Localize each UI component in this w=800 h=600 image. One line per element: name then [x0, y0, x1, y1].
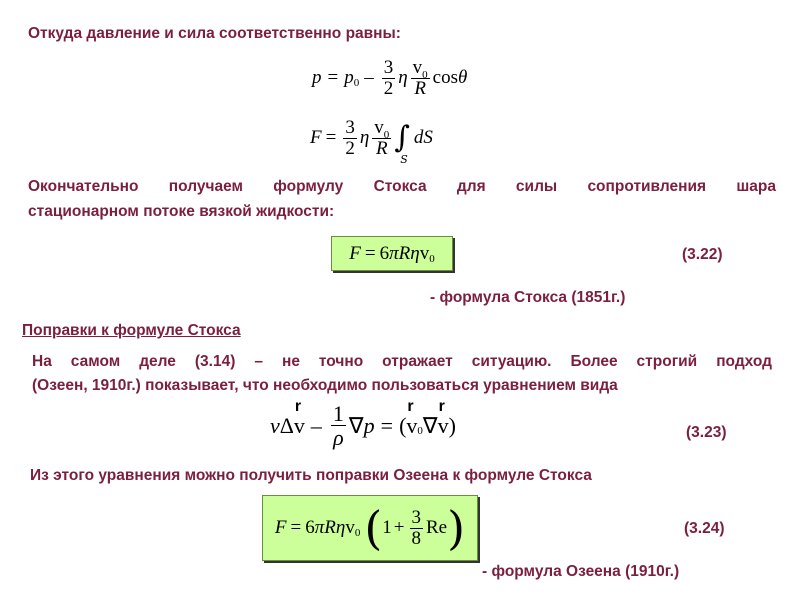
- reynolds-number: Re: [426, 517, 448, 538]
- section-heading: Поправки к формуле Стокса: [22, 322, 241, 339]
- fraction-v0-over-r: [411, 58, 430, 99]
- fraction-v0-over-r: [372, 118, 391, 159]
- right-paren: ): [448, 412, 456, 438]
- fraction-numerator: [411, 58, 430, 79]
- stokes-text-line1: Окончательно получаем формулу Стокса для силы сопротивления шара: [28, 178, 776, 195]
- integral-limit: S: [400, 153, 408, 167]
- left-paren: (: [364, 501, 383, 555]
- r-symbol: R: [375, 137, 388, 159]
- stokes-caption: - формула Стокса (1851г.): [430, 289, 626, 306]
- integral-sign: ∫ S: [394, 120, 410, 167]
- pi-symbol: π: [314, 517, 325, 538]
- fraction-one-over-rho: [331, 402, 346, 449]
- right-paren: ): [447, 501, 466, 555]
- f-symbol: F: [310, 127, 322, 149]
- pressure-equation: [312, 58, 467, 99]
- v0-subscript: 0: [417, 424, 423, 437]
- r-symbol: R: [324, 517, 336, 538]
- correction-text-line1: На самом деле (3.14) – не точно отражает ситуацию. Более строгий подход: [32, 353, 772, 370]
- fraction-three-halves: [343, 118, 357, 159]
- r-symbol: R: [414, 77, 426, 99]
- plus-sign: +: [393, 517, 405, 538]
- v0-vector: r v: [406, 413, 417, 439]
- fraction-numerator: 3: [411, 506, 421, 528]
- v-vector: r v: [438, 413, 449, 439]
- fraction-numerator: 1: [332, 401, 344, 426]
- eta-symbol: η: [335, 517, 346, 538]
- coefficient-six: 6: [379, 242, 390, 264]
- equals-sign: =: [325, 127, 337, 149]
- correction-text-line2: (Озеен, 1910г.) показывает, что необходимо пользоваться уравнением вида: [32, 377, 618, 394]
- oseen-text: Из этого уравнения можно получить поправки Озеена к формуле Стокса: [30, 467, 592, 484]
- fraction-three-eighths: [410, 508, 424, 549]
- v-subscript: 0: [383, 129, 390, 141]
- laplacian-symbol: Δ: [279, 412, 294, 438]
- fraction-numerator: 3: [345, 117, 355, 138]
- equals-sign: =: [290, 517, 302, 538]
- oseen-differential-equation: [270, 402, 456, 449]
- minus-sign: –: [364, 67, 374, 89]
- intro-text: Откуда давление и сила соответственно равны:: [28, 25, 401, 42]
- v-subscript: 0: [422, 69, 428, 81]
- cos-function: cos: [432, 67, 458, 89]
- v-subscript: 0: [429, 252, 435, 265]
- stokes-text-line2: стационарном потоке вязкой жидкости:: [28, 203, 335, 220]
- pi-symbol: π: [389, 242, 399, 264]
- rho-symbol: ρ: [333, 425, 344, 451]
- p-symbol: p: [363, 412, 375, 438]
- equation-number-3-24: (3.24): [684, 520, 725, 537]
- equals-sign: =: [380, 412, 394, 438]
- eta-symbol: η: [359, 127, 370, 149]
- r-symbol: R: [398, 242, 411, 264]
- equation-number-3-23: (3.23): [686, 424, 727, 441]
- p-symbol: p: [312, 67, 322, 89]
- nu-symbol: ν: [270, 412, 280, 438]
- equals-sign: =: [327, 67, 339, 89]
- coefficient-six: 6: [305, 517, 315, 538]
- eta-symbol: η: [410, 242, 420, 264]
- v-vector: r v: [294, 413, 305, 439]
- p0-subscript: 0: [353, 77, 360, 90]
- one-term: 1: [382, 517, 392, 538]
- v-subscript: 0: [354, 527, 361, 539]
- ds-differential: dS: [413, 127, 433, 149]
- eta-symbol: η: [398, 67, 408, 89]
- fraction-denominator: 8: [411, 527, 421, 549]
- fraction-three-halves: [382, 58, 396, 99]
- equals-sign: =: [364, 242, 376, 264]
- v-symbol: v: [419, 242, 430, 264]
- left-paren: (: [399, 412, 407, 438]
- theta-symbol: θ: [457, 67, 468, 89]
- v-symbol: v: [412, 57, 423, 78]
- fraction-numerator: 3: [383, 57, 394, 78]
- f-symbol: F: [349, 242, 361, 264]
- p0-symbol: p: [344, 67, 354, 89]
- oseen-caption: - формула Озеена (1910г.): [482, 563, 680, 580]
- fraction-denominator: 2: [345, 137, 355, 159]
- f-symbol: F: [274, 517, 287, 538]
- v-symbol: v: [374, 117, 384, 138]
- stokes-formula-box: [331, 236, 453, 271]
- oseen-formula-box: [262, 495, 478, 561]
- force-integral-equation: [310, 117, 433, 167]
- nabla-symbol: ∇: [348, 412, 364, 438]
- minus-sign: –: [310, 412, 322, 438]
- fraction-denominator: 2: [383, 77, 394, 99]
- equation-number-3-22: (3.22): [682, 246, 723, 263]
- fraction-numerator: [372, 118, 391, 139]
- nabla-symbol: ∇: [422, 412, 438, 438]
- v-symbol: v: [345, 517, 355, 538]
